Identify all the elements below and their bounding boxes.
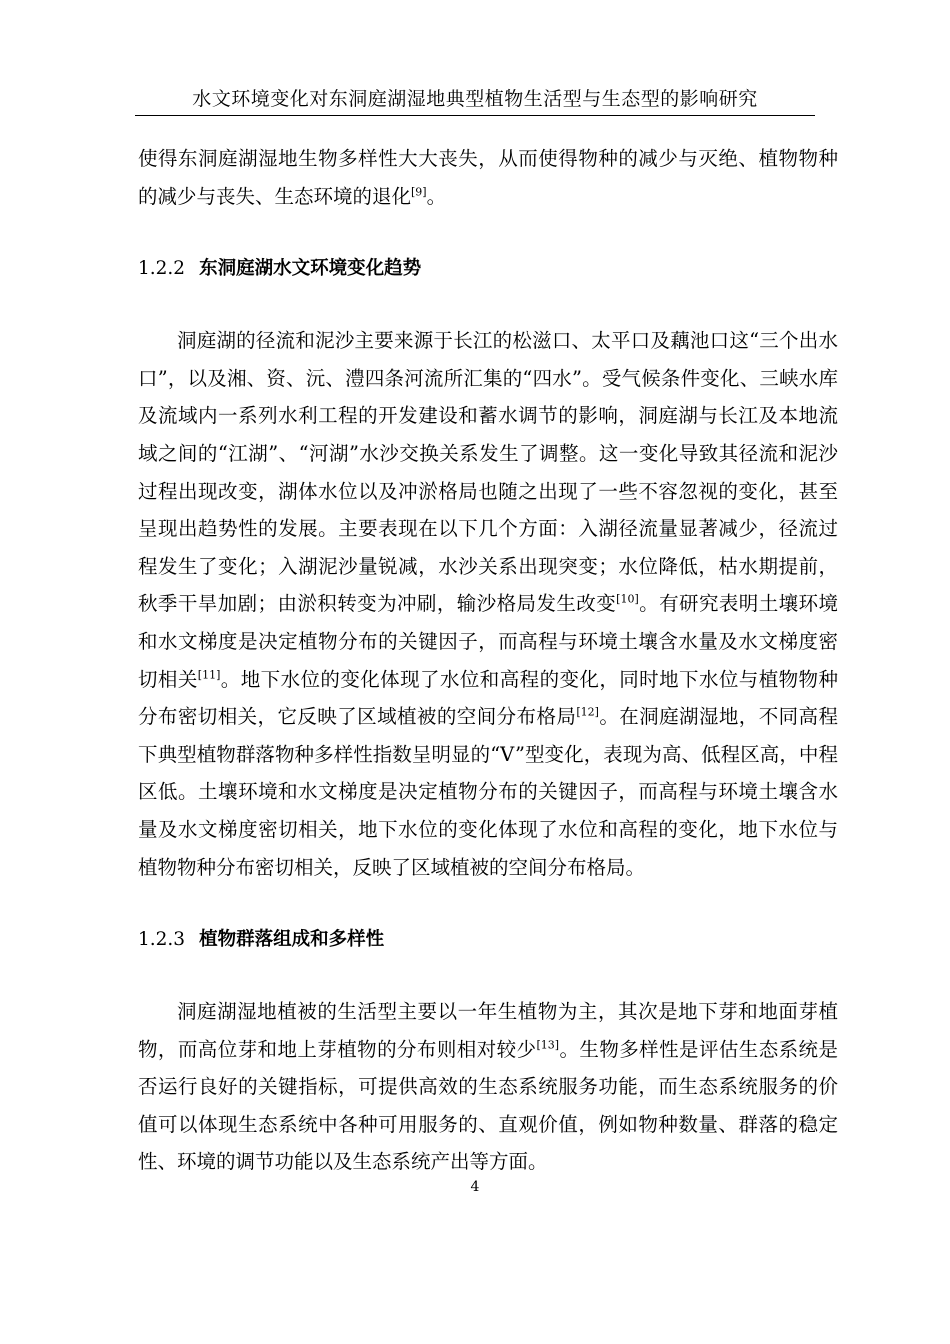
citation-ref[interactable]: [13] [536,1038,560,1052]
section-heading-1-2-2 [138,255,838,283]
running-header: 水文环境变化对东洞庭湖湿地典型植物生活型与生态型的影响研究 [192,88,758,110]
page-number: 4 [470,1179,480,1195]
paragraph-continued: 使得东洞庭湖湿地生物多样性大大丧失，从而使得物种的减少与灭绝、植物物种的减少与丧失、生态环境的退化[9]。 [138,147,838,208]
paragraph-hydrology: 洞庭湖的径流和泥沙主要来源于长江的松滋口、太平口及藕池口这“三个出水口”，以及湘、资、沅、澧四条河流所汇集的“四水”。受气候条件变化、三峡水库及流域内一系列水利工程的开发建设和蓄水调节的影响，洞庭湖与长江及本地流域之间的“江湖”、“河湖”水沙交换关系发生了调整。这一变化导致其径流和泥沙过程出现改变，湖体水位以及冲淤格局也随之出现了一些不容忽视的变化，甚至呈现出趋势性的发展。主要表现在以下几个方面：入湖径流量显著减少，径流过程发生了变化；入湖泥沙量锐减，水沙关系出现突变；水位降低，枯水期提前，秋季干旱加剧；由淤积转变为冲刷，输沙格局发生改变[10]。有研究表明土壤环境和水文梯度是决定植物分布的关键因子，而高程与环境土壤含水量及水文梯度密切相关[11]。地下水位的变化体现了水位和高程的变化，同时地下水位与植物物种分布密切相关，它反映了区域植被的空间分布格局[12]。在洞庭湖湿地，不同高程下典型植物群落物种多样性指数呈明显的“V”型变化，表现为高、低程区高，中程区低。土壤环境和水文梯度是决定植物分布的关键因子，而高程与环境土壤含水量及水文梯度密切相关，地下水位的变化体现了水位和高程的变化，地下水位与植物物种分布密切相关，反映了区域植被的空间分布格局。 [138,329,838,879]
page-body [138,140,838,1181]
section-title: 东洞庭湖水文环境变化趋势 [199,258,422,280]
citation-ref[interactable]: [12] [576,705,599,719]
section-title: 植物群落组成和多样性 [199,929,385,951]
section-number: 1.2.3 [138,929,186,951]
section-number: 1.2.2 [138,258,186,280]
header-rule [135,115,815,116]
citation-ref[interactable]: [9] [411,185,427,199]
citation-ref[interactable]: [10] [616,592,639,606]
paragraph-vegetation: 洞庭湖湿地植被的生活型主要以一年生植物为主，其次是地下芽和地面芽植物，而高位芽和地上芽植物的分布则相对较少[13]。生物多样性是评估生态系统是否运行良好的关键指标，可提供高效的生态系统服务功能，而生态系统服务的价值可以体现生态系统中各种可用服务的、直观价值，例如物种数量、群落的稳定性、环境的调节功能以及生态系统产出等方面。 [138,1000,838,1174]
citation-ref[interactable]: [11] [197,668,221,682]
section-heading-1-2-3 [138,926,838,954]
